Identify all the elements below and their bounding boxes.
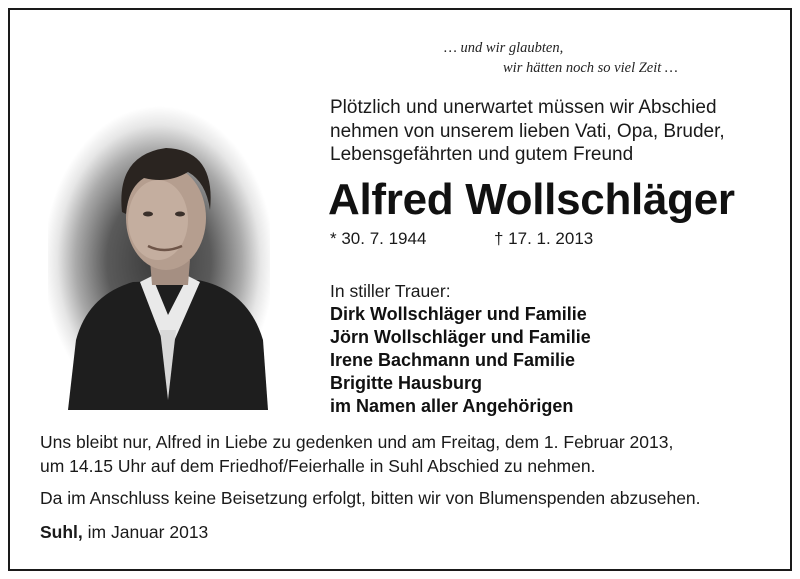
mourner-4: Brigitte Hausburg (330, 373, 483, 393)
mourner-2: Jörn Wollschläger und Familie (330, 327, 591, 347)
portrait-photo (48, 100, 270, 410)
deceased-name: Alfred Wollschläger (328, 175, 735, 224)
mourner-3: Irene Bachmann und Familie (330, 350, 576, 370)
mourner-5: im Namen aller Angehörigen (330, 396, 574, 416)
death-date: † 17. 1. 2013 (494, 229, 594, 248)
place: Suhl, (40, 522, 83, 542)
issue-date: im Januar 2013 (87, 522, 209, 542)
intro-line-3: Lebensgefährten und gutem Freund (330, 144, 634, 165)
body-line-3: Da im Anschluss keine Beisetzung erfolgt, bitten wir von Blumenspenden abzusehen. (40, 488, 701, 508)
mourner-1: Dirk Wollschläger und Familie (330, 304, 587, 324)
place-date-line (40, 522, 208, 543)
quote-line-2: wir hätten noch so viel Zeit … (503, 60, 678, 76)
mourning-label: In stiller Trauer: (330, 281, 451, 301)
birth-date: * 30. 7. 1944 (330, 229, 427, 248)
intro-line-1: Plötzlich und unerwartet müssen wir Abschied (330, 97, 717, 118)
body-line-2: um 14.15 Uhr auf dem Friedhof/Feierhalle in Suhl Abschied zu nehmen. (40, 456, 596, 476)
quote-line-1: … und wir glaubten, (444, 40, 564, 56)
body-line-1: Uns bleibt nur, Alfred in Liebe zu gedenken und am Freitag, dem 1. Februar 2013, (40, 432, 674, 452)
intro-line-2: nehmen von unserem lieben Vati, Opa, Bruder, (330, 120, 725, 142)
